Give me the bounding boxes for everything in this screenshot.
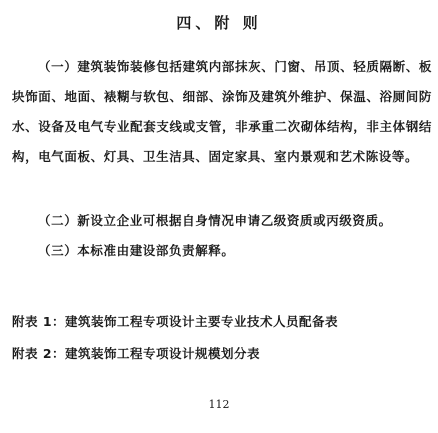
annex-2-title: 附表 2：建筑装饰工程专项设计规模划分表 (12, 346, 261, 361)
page-number: 112 (208, 398, 230, 411)
clause-3-paragraph: （三）本标准由建设部负责解释。 (38, 243, 235, 258)
clause-2-paragraph: （二）新设立企业可根据自身情况申请乙级资质或丙级资质。 (38, 213, 392, 228)
clause-1-paragraph: （一）建筑装饰装修包括建筑内部抹灰、门窗、吊顶、轻质隔断、板块饰面、地面、裱糊与软包、细部、涂饰及建筑外维护、保温、浴厕间防水、设备及电气专业配套支线或支管，非承重二次砌体结构，非主体钢结构，电气面板、灯具、卫生洁具、固定家具、室内景观和艺术陈设等。 (12, 59, 432, 164)
annex-1-title: 附表 1：建筑装饰工程专项设计主要专业技术人员配备表 (12, 314, 339, 329)
section-title: 四、附 则 (176, 14, 262, 32)
